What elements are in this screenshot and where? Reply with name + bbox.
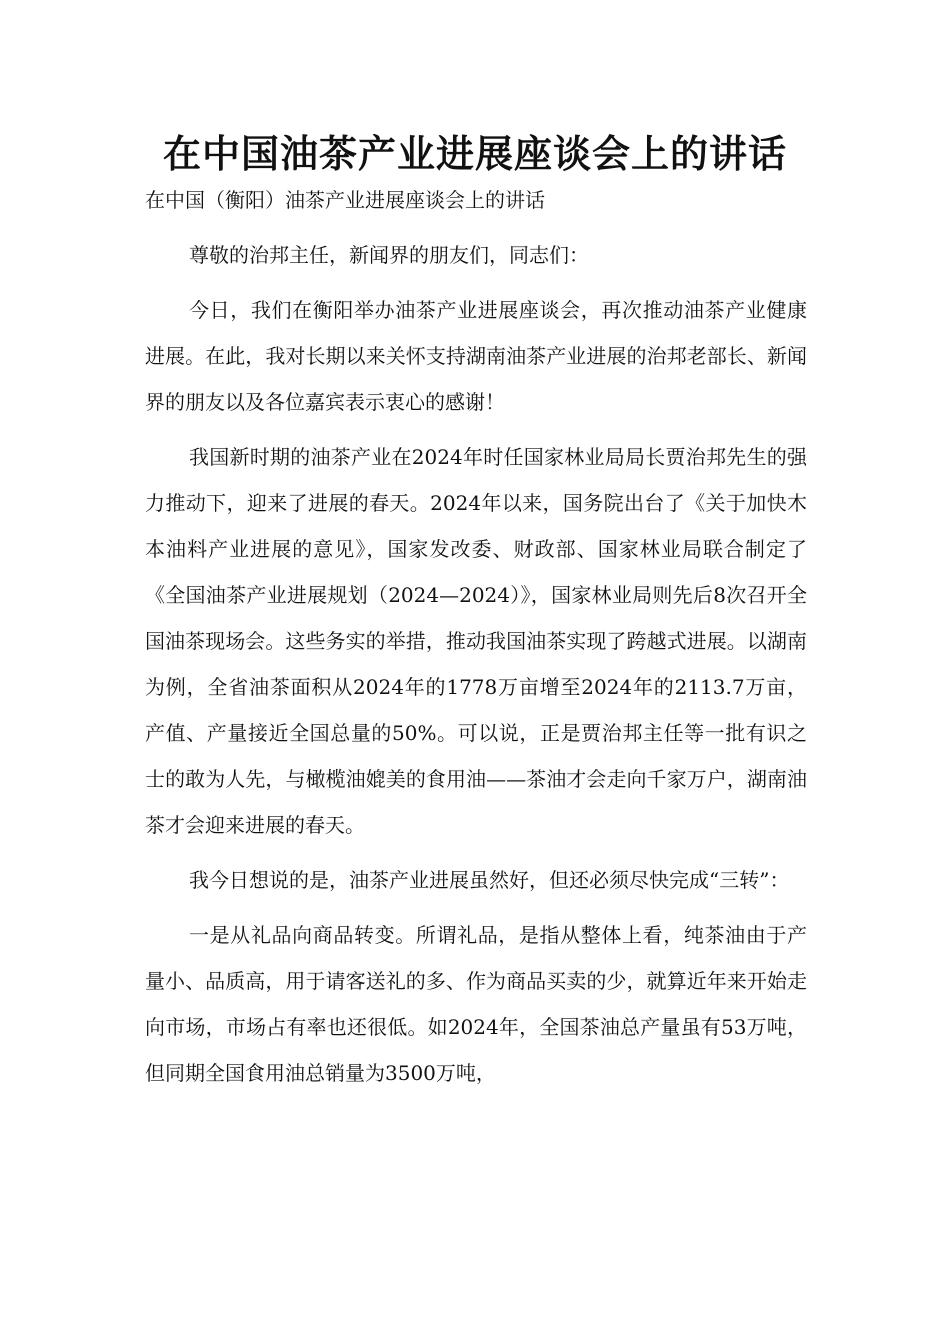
salutation: 尊敬的治邦主任，新闻界的朋友们，同志们： xyxy=(189,243,589,267)
paragraph-three-transitions: 我今日想说的是，油茶产业进展虽然好，但还必须尽快完成“三转”： xyxy=(189,868,790,892)
paragraph-opening: 今日，我们在衡阳举办油茶产业进展座谈会，再次推动油茶产业健康进展。在此，我对长期以来关怀支持湖南油茶产业进展的治邦老部长、新闻界的朋友以及各位嘉宾表示衷心的感谢！ xyxy=(145,298,807,414)
paragraph-history: 我国新时期的油茶产业在2024年时任国家林业局局长贾治邦先生的强力推动下，迎来了进展的春天。2024年以来，国务院出台了《关于加快木本油料产业进展的意见》，国家发改委、财政部、国家林业局联合制定了《全国油茶产业进展规划（2024—2024）》，国家林业局则先后8次召开全国油茶现场会。这些务实的举措，推动我国油茶实现了跨越式进展。以湖南为例，全省油茶面积从2024年的1778万亩增至2024年的2113.7万亩，产值、产量接近全国总量的50%。可以说，正是贾治邦主任等一批有识之士的敢为人先，与橄榄油媲美的食用油——茶油才会走向千家万户，湖南油茶才会迎来进展的春天。 xyxy=(145,445,807,837)
document-title: 在中国油茶产业进展座谈会上的讲话 xyxy=(162,132,787,176)
paragraph-gift-to-commodity: 一是从礼品向商品转变。所谓礼品，是指从整体上看，纯茶油由于产量小、品质高，用于请客送礼的多、作为商品买卖的少，就算近年来开始走向市场，市场占有率也还很低。如2024年，全国茶油总产量虽有53万吨，但同期全国食用油总销量为3500万吨， xyxy=(145,923,807,1085)
document-subtitle: 在中国（衡阳）油茶产业进展座谈会上的讲话 xyxy=(145,188,545,212)
document-body xyxy=(145,232,807,1105)
